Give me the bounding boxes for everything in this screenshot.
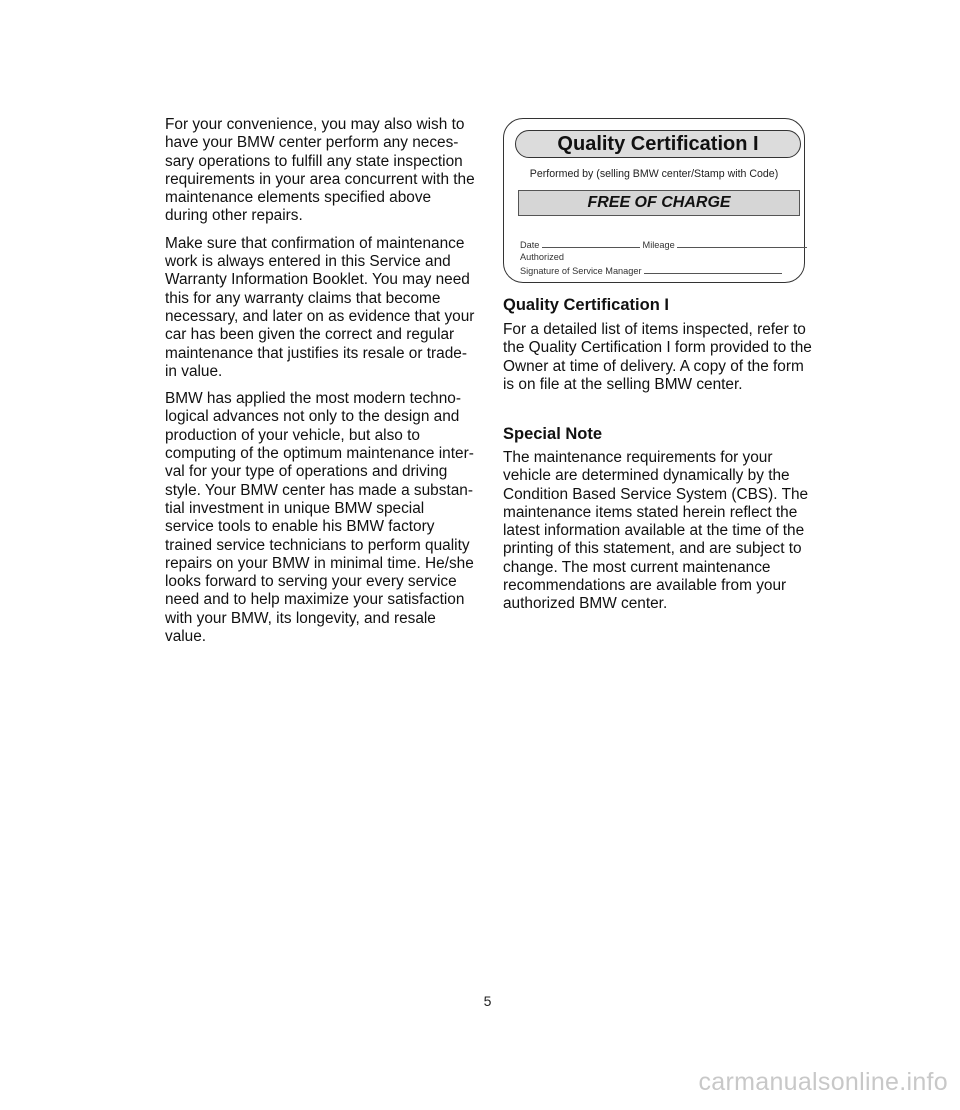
page-number: 5 (483, 993, 492, 1009)
mileage-underline (677, 238, 807, 248)
date-label: Date (520, 240, 540, 250)
paragraph-confirmation: Make sure that confirmation of maintenance work is always entered in this Service and Warranty Information Booklet. You may need this for any warranty claims that become necessary, and later on as evidence that your car has been given the correct and regular maintenance that justifies its resale or trade-in value. (165, 234, 475, 380)
quality-certification-body: For a detailed list of items inspected, refer to the Quality Certification I form provided to the Owner at time of delivery. A copy of the form is on file at the selling BMW center. (503, 321, 812, 393)
authorized-label: Authorized (520, 252, 564, 262)
quality-certification-heading: Quality Certification I (503, 296, 669, 314)
quality-certification-card (503, 118, 805, 283)
performed-by-label: Performed by (selling BMW center/Stamp with Code) (529, 168, 779, 180)
watermark: carmanualsonline.info (698, 1068, 948, 1096)
card-title: Quality Certification I (515, 130, 801, 158)
special-note-body: The maintenance requirements for your vehicle are determined dynamically by the Condition Based Service System (CBS). The maintenance items stated herein reflect the latest information available at the time of the printing of this statement, and are subject to change. The most current maintenance recommendations are available from your authorized BMW center. (503, 449, 809, 613)
signature-label: Signature of Service Manager (520, 266, 642, 276)
left-column (165, 116, 477, 655)
special-note-heading: Special Note (503, 425, 603, 443)
date-mileage-line (520, 238, 807, 250)
date-underline (542, 238, 640, 248)
paragraph-inspection: For your convenience, you may also wish to have your BMW center perform any neces-sary operations to fulfill any state inspection requirements in your area concurrent with the maintenance elements specified above during other repairs. (165, 116, 475, 225)
mileage-label: Mileage (642, 240, 675, 250)
signature-line (520, 264, 782, 276)
free-of-charge-banner: FREE OF CHARGE (518, 190, 800, 216)
paragraph-technology: BMW has applied the most modern techno-logical advances not only to the design and production of your vehicle, but also to computing of the optimum maintenance inter-val for your type of operations and driving style. Your BMW center has made a substan-tial investment in unique BMW special service tools to enable his BMW factory trained service technicians to perform quality repairs on your BMW in minimal time. He/she looks forward to serving your every service need and to help maximize your satisfaction with your BMW, its longevity, and resale value. (165, 390, 474, 646)
signature-underline (644, 264, 782, 274)
